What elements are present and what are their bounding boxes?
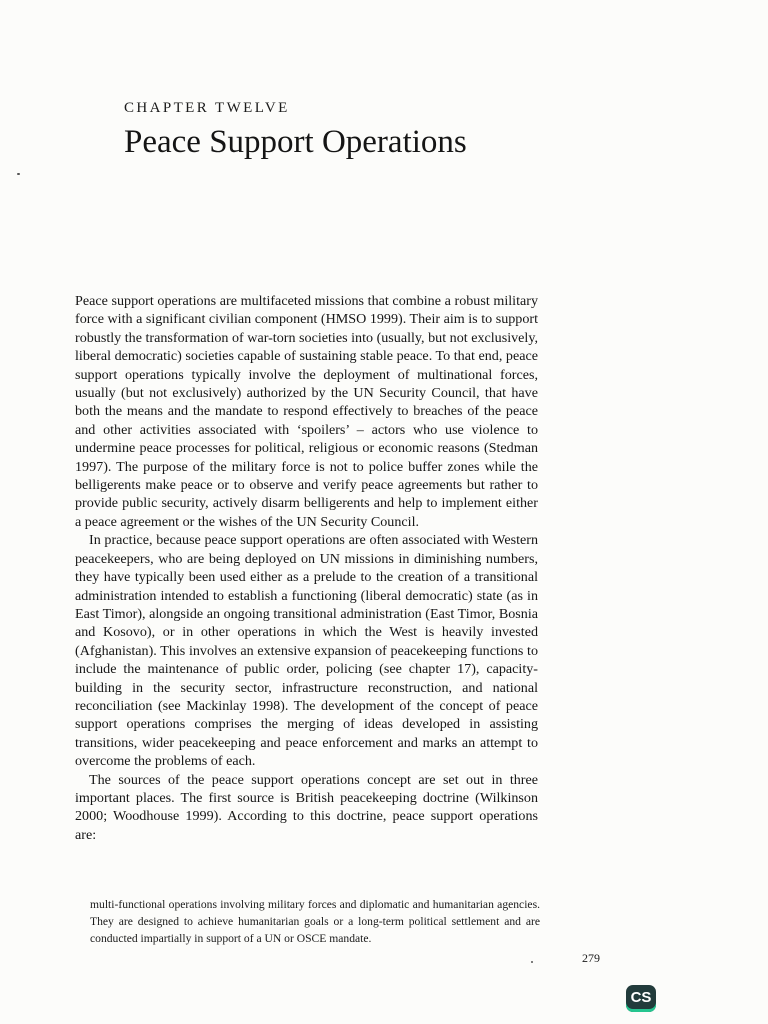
scan-speck	[17, 173, 20, 175]
chapter-body	[75, 292, 538, 844]
chapter-label: CHAPTER TWELVE	[124, 100, 290, 116]
scan-speck	[531, 961, 533, 963]
paragraph-2: In practice, because peace support operations are often associated with Western peacekeepers, who are being deployed on UN missions in diminishing numbers, they have typically been used either as a prelude to the creation of a transitional administration intended to establish a functioning (liberal democratic) state (as in East Timor), alongside an ongoing transitional administration (East Timor, Bosnia and Kosovo), or in other operations in which the West is heavily invested (Afghanistan). This involves an extensive expansion of peacekeeping functions to include the maintenance of public order, policing (see chapter 17), capacity-building in the security sector, infrastructure reconstruction, and national reconciliation (see Mackinlay 1998). The development of the concept of peace support operations comprises the merging of ideas developed in assisting transitions, wider peacekeeping and peace enforcement and marks an attempt to overcome the problems of each.	[75, 532, 538, 770]
page-number: 279	[582, 951, 600, 965]
block-quote: multi-functional operations involving military forces and diplomatic and humanitarian agencies. They are designed to achieve humanitarian goals or a long-term political settlement and are conducted impartially in support of a UN or OSCE mandate.	[90, 898, 540, 945]
paragraph-1: Peace support operations are multifaceted missions that combine a robust military force with a significant civilian component (HMSO 1999). Their aim is to support robustly the transformation of war-torn societies into (usually, but not exclusively, liberal democratic) societies capable of sustaining stable peace. To that end, peace support operations typically involve the deployment of multinational forces, usually (but not exclusively) authorized by the UN Security Council, that have both the means and the mandate to respond effectively to breaches of the peace and other activities associated with ‘spoilers’ – actors who use violence to undermine peace processes for political, religious or economic reasons (Stedman 1997). The purpose of the military force is not to police buffer zones while the belligerents make peace or to observe and verify peace agreements but rather to provide public security, actively disarm belligerents and help to implement either a peace agreement or the wishes of the UN Security Council.	[75, 293, 538, 530]
chapter-title: Peace Support Operations	[124, 124, 467, 160]
logo-text: CS	[630, 989, 652, 1006]
paragraph-3: The sources of the peace support operations concept are set out in three important places. The first source is British peacekeeping doctrine (Wilkinson 2000; Woodhouse 1999). According to this doctrine, peace support operations are:	[75, 771, 538, 843]
camscanner-logo-icon	[626, 985, 656, 1012]
